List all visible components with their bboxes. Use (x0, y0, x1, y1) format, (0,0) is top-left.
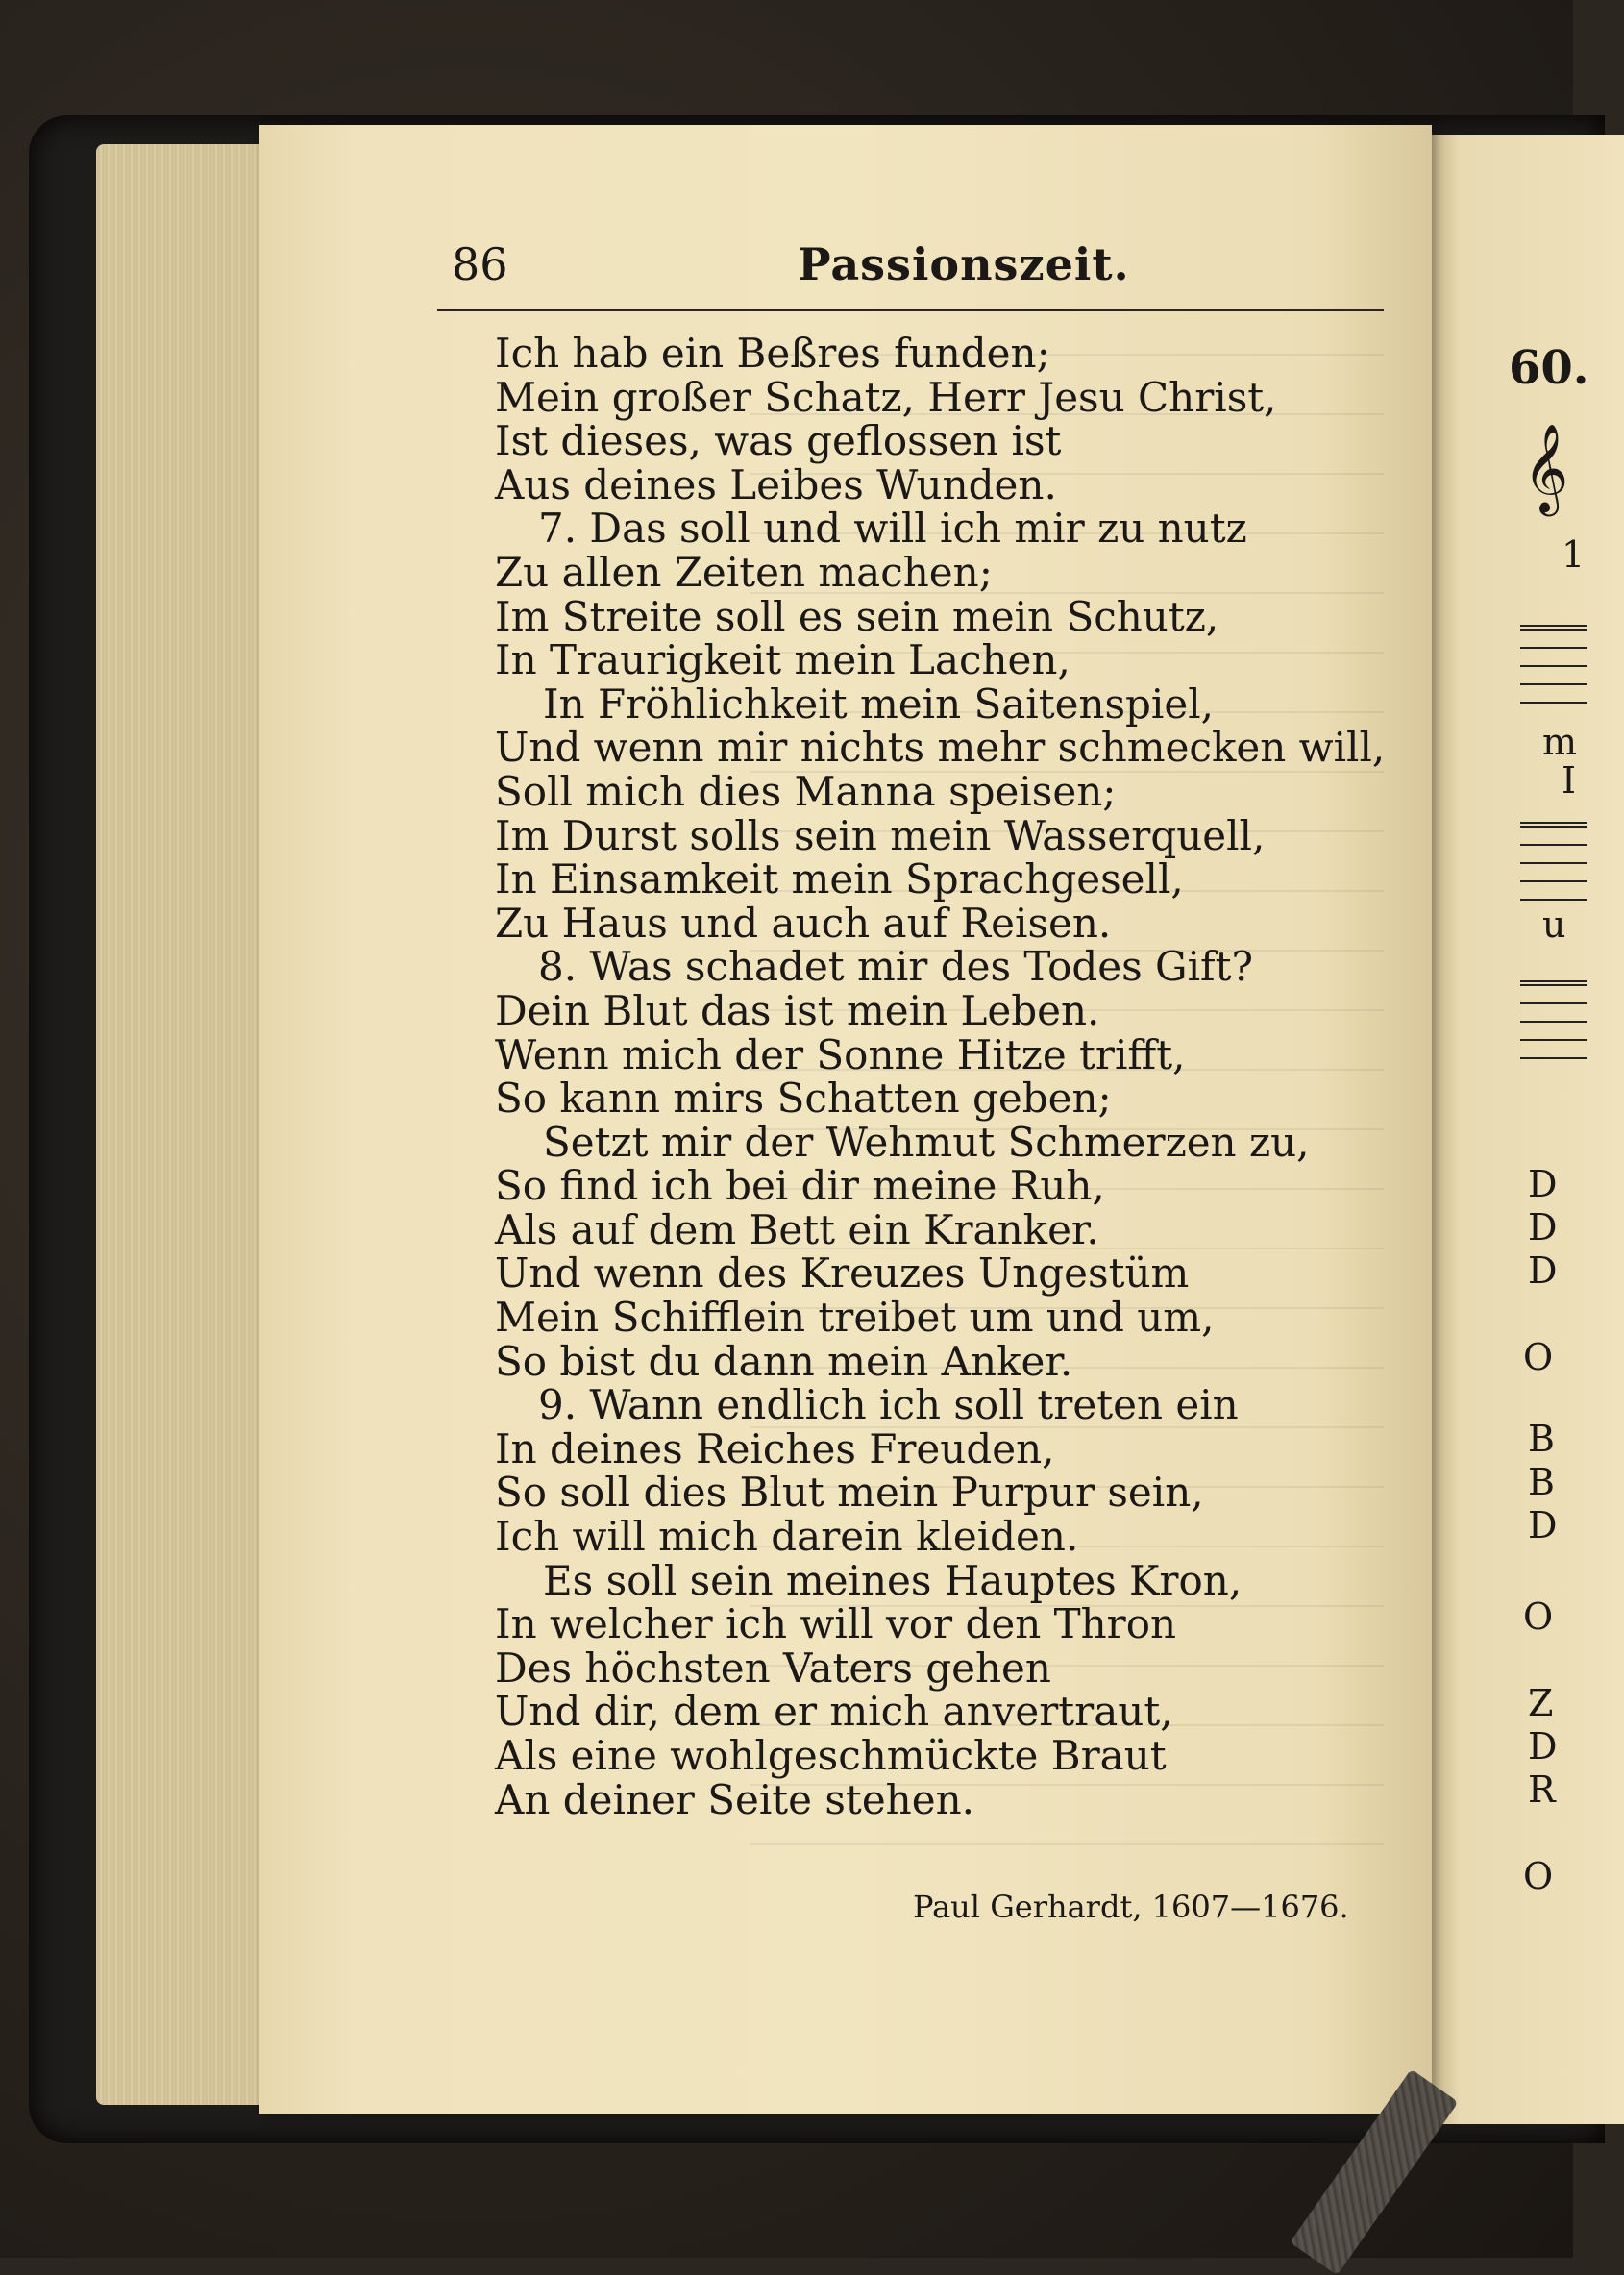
verse-line: In Fröhlichkeit mein Saitenspiel, (543, 680, 1215, 728)
verse-line: Im Durst solls sein mein Wasserquell, (495, 811, 1266, 859)
verse-line: Mein großer Schatz, Herr Jesu Christ, (495, 373, 1277, 421)
verse-line: Wenn mich der Sonne Hitze trifft, (495, 1030, 1186, 1078)
verse-line: Des höchsten Vaters gehen (495, 1644, 1051, 1692)
verse-line: In Einsamkeit mein Sprachgesell, (495, 855, 1184, 903)
author-attribution: Paul Gerhardt, 1607—1676. (913, 1889, 1349, 1925)
verse-line: Mein Schifflein treibet um und um, (495, 1294, 1215, 1342)
text-fragment: B (1528, 1418, 1555, 1460)
verse-line: In Traurigkeit mein Lachen, (495, 636, 1070, 684)
stanza-start-8: 8. Was schadet mir des Todes Gift? (538, 943, 1253, 991)
stanza-start-7: 7. Das soll und will ich mir zu nutz (538, 505, 1247, 553)
text-fragment: O (1523, 1336, 1554, 1378)
verse-line: Im Streite soll es sein mein Schutz, (495, 592, 1219, 640)
text-fragment: u (1542, 903, 1566, 946)
header-rule (437, 309, 1384, 311)
verse-line: Als auf dem Bett ein Kranker. (495, 1205, 1099, 1253)
text-fragment: m (1542, 721, 1578, 763)
hymn-number: 60. (1509, 341, 1589, 395)
verse-line: So find ich bei dir meine Ruh, (495, 1162, 1105, 1210)
music-staff (1520, 822, 1587, 901)
text-fragment: B (1528, 1461, 1555, 1503)
verse-line: Ich will mich darein kleiden. (495, 1513, 1079, 1561)
verse-line: Soll mich dies Manna speisen; (495, 767, 1117, 815)
text-fragment: I (1562, 759, 1577, 802)
verse-line: Zu allen Zeiten machen; (495, 548, 993, 596)
verse-line: Dein Blut das ist mein Leben. (495, 986, 1100, 1034)
page-number: 86 (452, 238, 508, 290)
verse-line: Ist dieses, was geflossen ist (495, 417, 1062, 465)
running-head: Passionszeit. (798, 238, 1130, 290)
verse-line: Zu Haus und auch auf Reisen. (495, 899, 1112, 947)
text-fragment: Z (1528, 1682, 1554, 1724)
music-staff (1520, 980, 1587, 1059)
music-staff (1520, 625, 1587, 704)
verse-line: Es soll sein meines Hauptes Kron, (543, 1556, 1243, 1604)
text-fragment: D (1528, 1249, 1558, 1292)
verse-line: So kann mirs Schatten geben; (495, 1075, 1112, 1123)
treble-clef-icon: 𝄞 (1523, 423, 1569, 512)
verse-line: So bist du dann mein Anker. (495, 1337, 1073, 1385)
text-fragment: D (1528, 1206, 1558, 1249)
text-fragment: O (1523, 1855, 1554, 1897)
stanza-start-9: 9. Wann endlich ich soll treten ein (538, 1381, 1239, 1429)
text-fragment: R (1528, 1768, 1556, 1811)
verse-line: Aus deines Leibes Wunden. (495, 460, 1057, 508)
verse-line: Und wenn des Kreuzes Ungestüm (495, 1249, 1190, 1298)
verse-line: Als eine wohlgeschmückte Braut (495, 1732, 1167, 1779)
text-fragment: D (1528, 1504, 1558, 1546)
text-fragment: D (1528, 1163, 1558, 1205)
text-fragment: O (1523, 1595, 1554, 1638)
verse-line: In welcher ich will vor den Thron (495, 1600, 1177, 1648)
verse-line: So soll dies Blut mein Purpur sein, (495, 1469, 1204, 1517)
verse-line: Ich hab ein Beßres funden; (495, 330, 1050, 377)
verse-line: Und wenn mir nichts mehr schmecken will, (495, 724, 1386, 772)
verse-line: In deines Reiches Freuden, (495, 1424, 1055, 1472)
page-header (452, 238, 1384, 296)
text-fragment: 1 (1562, 533, 1586, 576)
hymn-text (495, 332, 1398, 1821)
verse-line: Und dir, dem er mich anvertraut, (495, 1688, 1173, 1736)
verse-line: An deiner Seite stehen. (495, 1775, 974, 1823)
text-fragment: D (1528, 1725, 1558, 1768)
verse-line: Setzt mir der Wehmut Schmerzen zu, (543, 1118, 1310, 1166)
